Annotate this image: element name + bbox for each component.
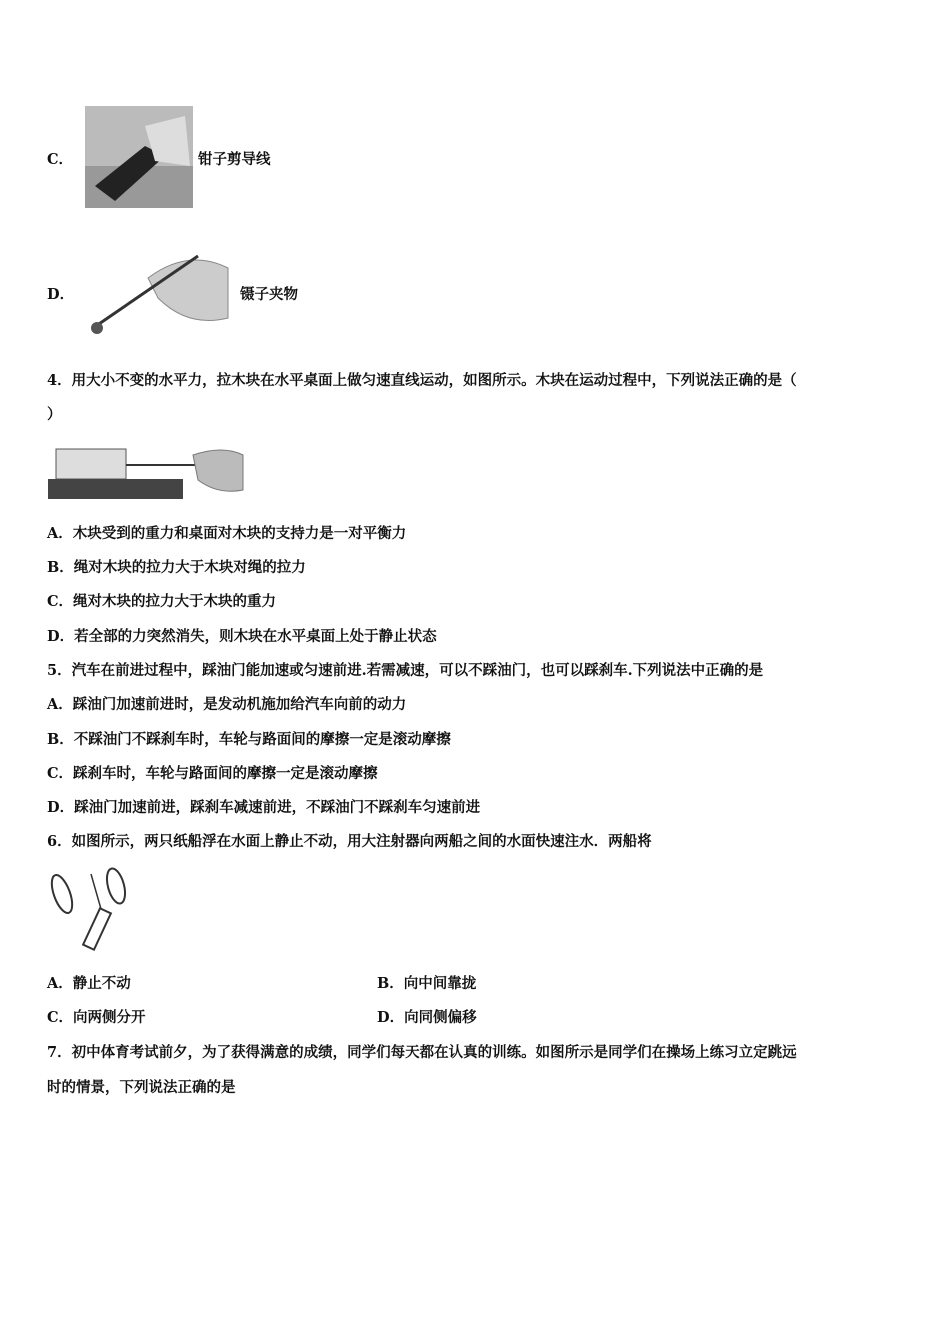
q4-stem-end: ） [47, 406, 62, 423]
q4-option-c: C．绳对木块的拉力大于木块的重力 [47, 593, 277, 610]
q6-option-c: C．向两侧分开 [47, 1009, 146, 1026]
q4-stem: 4．用大小不变的水平力，拉木块在水平桌面上做匀速直线运动，如图所示。木块在运动过程中，下列说法正确的是（ [47, 372, 797, 389]
q3-option-c-caption: 钳子剪导线 [198, 151, 271, 168]
q5-option-b: B．不踩油门不踩刹车时，车轮与路面间的摩擦一定是滚动摩擦 [47, 731, 451, 748]
q6-option-b: B．向中间靠拢 [377, 975, 477, 992]
q7-stem-line1: 7．初中体育考试前夕，为了获得满意的成绩，同学们每天都在认真的训练。如图所示是同学们在操场上练习立定跳远 [47, 1044, 797, 1061]
q3-option-d-letter: D． [47, 286, 75, 303]
tweezers-image [88, 248, 233, 338]
q5-option-a: A．踩油门加速前进时，是发动机施加给汽车向前的动力 [47, 696, 407, 713]
q6-option-d: D．向同侧偏移 [377, 1009, 477, 1026]
pliers-cutting-wire-image [85, 106, 193, 208]
paper-boats-syringe-image [46, 864, 132, 960]
q4-option-a: A．木块受到的重力和桌面对木块的支持力是一对平衡力 [47, 525, 407, 542]
q5-stem: 5．汽车在前进过程中，踩油门能加速或匀速前进.若需减速，可以不踩油门，也可以踩刹车.下列说法中正确的是 [47, 662, 764, 679]
q4-option-b: B．绳对木块的拉力大于木块对绳的拉力 [47, 559, 306, 576]
q4-option-d: D．若全部的力突然消失，则木块在水平桌面上处于静止状态 [47, 628, 437, 645]
q3-option-d-caption: 镊子夹物 [240, 286, 298, 303]
q5-option-d: D．踩油门加速前进，踩刹车减速前进，不踩油门不踩刹车匀速前进 [47, 799, 481, 816]
wooden-block-pull-image [48, 445, 248, 501]
q6-stem: 6．如图所示，两只纸船浮在水面上静止不动，用大注射器向两船之间的水面快速注水．两船将 [47, 833, 652, 850]
q3-option-c-letter: C． [47, 151, 74, 168]
q7-stem-line2: 时的情景，下列说法正确的是 [47, 1079, 236, 1096]
q5-option-c: C．踩刹车时，车轮与路面间的摩擦一定是滚动摩擦 [47, 765, 378, 782]
q6-option-a: A．静止不动 [47, 975, 131, 992]
